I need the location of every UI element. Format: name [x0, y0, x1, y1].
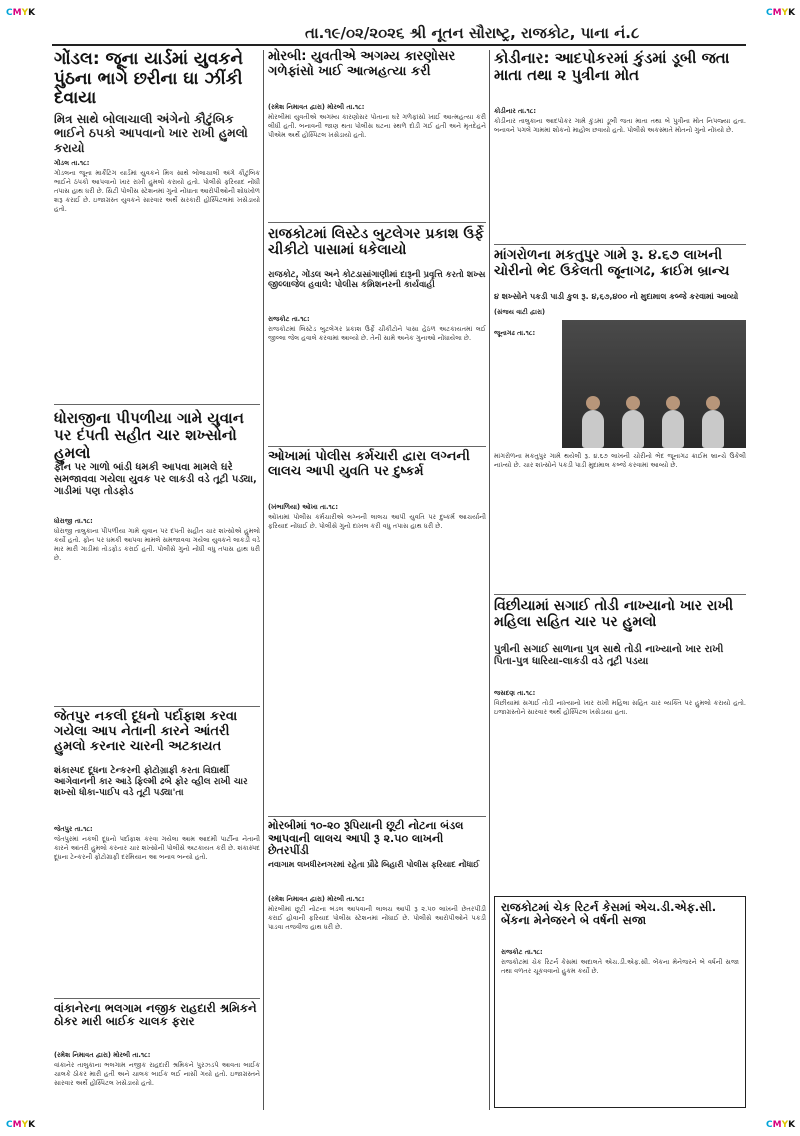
rajkot-cheque-dateline: રાજકોટ તા.૧૮:: [501, 948, 543, 956]
arrest-photo: [562, 320, 746, 448]
wankaner-article: [54, 1042, 260, 1108]
morbi-suicide-dateline: (રમેશ નિમાવત દ્વારા) મોરબી તા.૧૮:: [268, 103, 365, 111]
rajkot-bootlegger-article: [268, 306, 486, 444]
section-rule: [494, 594, 746, 595]
dhoraji-dateline: ધોરાજી તા.૧૮:: [54, 517, 93, 525]
section-rule: [54, 404, 260, 405]
person-figure: [582, 410, 604, 448]
registration-marks-top-left: CMYK: [6, 8, 36, 18]
rajkot-bootlegger-subhead: રાજકોટ, ગોંડલ અને કોટડાસાંગાણીમાં દારૂની પ્રવૃત્તિ કરતો શખ્સ જીલ્લાજેલ હવાલે: પોલીસ કમિશનરની કાર્યવાહી: [268, 270, 486, 291]
rajkot-cheque-headline: રાજકોટમાં ચેક રિટર્ન કેસમાં એચ.ડી.એફ.સી. બેંકના મેનેજરને બે વર્ષની સજા: [501, 900, 717, 928]
dhoraji-subhead: ફોન પર ગાળો બાંડી ધમકી આપવા મામલે ઘરે સમજાવવા ગયેલા યુવક પર લાકડી વડે તૂટી પડ્યા, ગાડીમાં પણ તોડફોડ: [54, 462, 257, 497]
rajkot-bootlegger-body: રાજકોટમાં લિસ્ટેડ બુટલેગર પ્રકાશ ઉર્ફે ચીકીટોને પાસા હેઠળ અટકાયતમાં લઈ જીલ્લા જેલ હવાલે કરવામાં આવ્યો છે. તેની સામે અનેક ગુનાઓ નોંધાયેલા છે.: [268, 325, 486, 343]
section-rule: [268, 222, 486, 223]
kodinar-article: [494, 98, 746, 242]
gondal-dateline: ગોંડલ તા.૧૮:: [54, 159, 90, 167]
gondal-article: [54, 150, 260, 402]
person-figure: [662, 410, 684, 448]
dhoraji-body: ધોરાજી તાલુકાના પીપળીયા ગામે યુવાન પર દંપતી સહીત ચાર શખ્સોએ હુમલો કર્યો હતો. ફોન પર ધમકી આપવા મામલે સમજાવવા ગયેલા યુવકને લાકડી વડે માર મારી ગાડીમાં તોડફોડ કરાઈ હતી. પોલીસે ગુનો નોંધી વધુ તપાસ હાથ ધરી છે.: [54, 527, 260, 563]
jetpur-dateline: જેતપુર તા.૧૮:: [54, 825, 93, 833]
rajkot-bootlegger-dateline: રાજકોટ તા.૧૮:: [268, 315, 310, 323]
rajkot-bootlegger-headline: રાજકોટમાં લિસ્ટેડ બુટલેગર પ્રકાશ ઉર્ફે ચીકીટો પાસામાં ધકેલાયો: [268, 226, 484, 259]
rajkot-cheque-article: [501, 939, 739, 1099]
kodinar-headline: કોડીનાર: આદપોકરમાં કુંડમાં ડૂબી જતા માતા તથા ૨ પુત્રીના મોત: [494, 49, 730, 85]
jetpur-article: [54, 816, 260, 996]
masthead-date-line: તા.૧૯/૦૨/૨૦૨૬ શ્રી નૂતન સૌરાષ્ટ્ર, રાજકોટ, પાના નં.૮: [305, 24, 640, 42]
wankaner-dateline: (રમેશ નિમાવત દ્વારા) મોરબી તા.૧૮:: [54, 1051, 151, 1059]
morbi-fraud-dateline: (રમેશ નિમાવત દ્વારા) મોરબી તા.૧૮:: [268, 895, 365, 903]
mangrol-dateline: જૂનાગઢ તા.૧૮:: [494, 329, 536, 337]
dhoraji-article: [54, 508, 260, 704]
person-figure: [622, 410, 644, 448]
wankaner-headline: વાંકાનેરના ભલગામ નજીક રાહદારી શ્રમિકને ઠોકર મારી બાઈક ચાલક ફરાર: [54, 1001, 257, 1029]
mangrol-article-lead: [494, 320, 558, 448]
morbi-fraud-subhead: નવાગામ લખધીરનગરમાં રહેતા પ્રૌઢે બિહારી પોલીસ ફરિયાદ નોંધાઈ: [268, 860, 480, 869]
morbi-fraud-article: [268, 886, 486, 1108]
rajkot-cheque-box: [494, 896, 746, 1108]
kodinar-body: કોડીનાર તાલુકાના આદપોકર ગામે કુંડમાં ડૂબી જતા માતા તથા બે પુત્રીના મોત નિપજ્યા હતા. બનાવને પગલે ગામમાં શોકનો માહોલ છવાયો હતો. પોલીસે અકસ્માતે મોતનો ગુનો નોંધ્યો છે.: [494, 117, 746, 135]
mangrol-headline: માંગરોળના મકતુપુર ગામે રૂ. ૪.૬૭ લાખની ચોરીનો ભેદ ઉકેલતી જૂનાગઢ, ક્રાઈમ બ્રાન્ચ: [494, 247, 730, 279]
kodinar-dateline: કોડીનાર તા.૧૮:: [494, 107, 537, 115]
okha-body: ઓખામાં પોલીસ કર્મચારીએ લગ્નની લાલચ આપી યુવતિ પર દુષ્કર્મ આચર્યાની ફરિયાદ નોંધાઈ છે. પોલીસે ગુનો દાખલ કરી વધુ તપાસ હાથ ધરી છે.: [268, 513, 486, 531]
section-rule: [494, 244, 746, 245]
jetpur-body: જેતપુરમાં નકલી દૂધનો પર્દાફાશ કરવા ગયેલા આમ આદમી પાર્ટીના નેતાની કારને આંતરી હુમલો કરનાર ચાર શખ્સોની પોલીસે અટકાયત કરી છે. શંકાસ્પદ દૂધના ટેન્કરની ફોટોગ્રાફી દરમિયાન આ બનાવ બન્યો હતો.: [54, 835, 260, 862]
gondal-headline: ગોંડલ: જૂના યાર્ડમાં યુવકને પુંઠના ભાગે છરીના ઘા ઝીંકી દેવાયા: [54, 49, 244, 109]
gondal-body: ગોંડલના જૂના માર્કેટિંગ યાર્ડમાં યુવકને મિત્ર સાથે બોલાચાલી અંગે કૌટુંબિક ભાઈને ઠપકો આપવાનો ખાર રાખી હુમલો કરાયો હતો. પોલીસે ફરિયાદ નોંધી તપાસ હાથ ધરી છે. સિટી પોલીસ સ્ટેશનમાં ગુનો નોંધાતા આરોપીઓની શોધખોળ શરૂ કરાઈ છે. ઇજાગ્રસ્ત યુવકને સારવાર અર્થે સરકારી હોસ્પિટલમાં ખસેડાયો હતો.: [54, 169, 260, 214]
morbi-fraud-body: મોરબીમાં છૂટી નોટના બંડલ આપવાની લાલચ આપી રૂ ૨.૫૦ લાખની છેતરપીંડી કરાઈ હોવાની ફરિયાદ પોલીસ સ્ટેશનમાં નોંધાઈ છે. પોલીસે આરોપીઓને પકડી પાડવા તજવીજ હાથ ધરી છે.: [268, 905, 486, 932]
column-divider: [489, 50, 490, 1110]
okha-dateline: (ખંભાળિયા) ઓખા તા.૧૮:: [268, 503, 338, 511]
masthead-rule: [52, 44, 746, 46]
vinchhiya-subhead: પુત્રીની સગાઈ સાળાના પુત્ર સાથે તોડી નાખ્યાનો ખાર રાખી પિતા-પુત્ર ધારિયા-લાકડી વડે તૂટી પડયા: [494, 644, 724, 667]
registration-marks-top-right: CMYK: [766, 8, 796, 18]
dhoraji-headline: ધોરાજીના પીપળીયા ગામે યુવાન પર દંપતી સહીત ચાર શખ્સોનો હુમલો: [54, 409, 244, 462]
mangrol-subhead: ૪ શખ્સોને પકડી પાડી કુલ રૂ. ૪,૬૭,૪૦૦ નો મુદામાલ કબ્જે કરવામાં આવ્યો: [494, 292, 739, 301]
mangrol-photo-caption: (સંજય વાટી દ્વારા): [494, 308, 546, 316]
jetpur-subhead: શંકાસ્પદ દૂધના ટેન્કરની ફોટોગ્રાફી કરતા વિદ્યાર્થી આગેવાનની કાર આડે ફિલ્મી ઢબે ફોર વ્હીલ રાખી ચાર શખ્સો ધોકા-પાઈપ વડે તૂટી પડ્યા'તા: [54, 766, 248, 798]
morbi-fraud-headline: મોરબીમાં ૧૦-૨૦ રૂપિયાની છૂટી નોટના બંડલ આપવાની લાલચ આપી રૂ ૨.૫૦ લાખની છેતરપીંડી: [268, 819, 464, 858]
section-rule: [54, 998, 260, 999]
morbi-suicide-body: મોરબીમાં યુવતીએ અગમ્ય કારણોસર પોતાના ઘરે ગળેફાંસો ખાઈ આત્મહત્યા કરી લીધી હતી. બનાવની જાણ થતા પોલીસ ઘટના સ્થળે દોડી ગઈ હતી અને મૃતદેહને પીએમ અર્થે હોસ્પિટલ ખસેડાયો હતો.: [268, 113, 486, 140]
vinchhiya-headline: વિંછીયામાં સગાઈ તોડી નાખ્યાનો ખાર રાખી મહિલા સહિત ચાર પર હુમલો: [494, 598, 734, 631]
okha-headline: ઓખામાં પોલીસ કર્મચારી દ્વારા લગ્નની લાલચ આપી યુવતિ પર દુષ્કર્મ: [268, 449, 470, 479]
registration-marks-bottom-right: CMYK: [766, 1120, 796, 1130]
wankaner-body: વાંકાનેર તાલુકાના ભલગામ નજીક રાહદારી શ્રમિકને પુરઝડપે આવતા બાઈક ચાલકે ઠોકર મારી હતી અને ચાલક બાઈક લઈ નાસી ગયો હતો. ઇજાગ્રસ્તને સારવાર અર્થે હોસ્પિટલ ખસેડાયો હતો.: [54, 1061, 260, 1088]
column-divider: [263, 50, 264, 1110]
registration-marks-bottom-left: CMYK: [6, 1120, 36, 1130]
okha-article: [268, 494, 486, 814]
mangrol-body: માંગરોળના મકતુપુર ગામે થયેલી રૂ. ૪.૬૭ લાખની ચોરીનો ભેદ જૂનાગઢ ક્રાઈમ બ્રાન્ચે ઉકેલી નાખ્યો છે. ચાર શખ્સોને પકડી પાડી મુદામાલ કબ્જે કરવામાં આવ્યો છે.: [494, 452, 746, 470]
morbi-suicide-headline: મોરબી: યુવતીએ અગમ્ય કારણોસર ગળેફાંસો ખાઈ આત્મહત્યા કરી: [268, 49, 456, 79]
vinchhiya-article: [494, 680, 746, 890]
section-rule: [54, 706, 260, 707]
section-rule: [268, 816, 486, 817]
section-rule: [268, 446, 486, 447]
gondal-subhead: મિત્ર સાથે બોલાચાલી અંગેનો કૌટુંબિક ભાઈને ઠપકો આપવાનો ખાર રાખી હુમલો કરાયો: [54, 112, 248, 155]
jetpur-headline: જેતપુર નકલી દૂધનો પર્દાફાશ કરવા ગયેલા આપ નેતાની કારને આંતરી હુમલો કરનાર ચારની અટકાયત: [54, 709, 238, 754]
person-figure: [702, 410, 724, 448]
morbi-suicide-article: [268, 94, 486, 220]
vinchhiya-body: વિંછીયામાં સગાઈ તોડી નાખ્યાનો ખાર રાખી મહિલા સહિત ચાર વ્યક્તિ પર હુમલો કરાયો હતો. ઇજાગ્રસ્તોને સારવાર અર્થે હોસ્પિટલ ખસેડાયા હતા.: [494, 699, 746, 717]
vinchhiya-dateline: જસદણ તા.૧૮:: [494, 689, 536, 697]
rajkot-cheque-body: રાજકોટમાં ચેક રિટર્ન કેસમાં અદાલતે એચ.ડી.એફ.સી. બેંકના મેનેજરને બે વર્ષની સજા તથા વળતર ચૂકવવાનો હુકમ કર્યો છે.: [501, 958, 739, 976]
